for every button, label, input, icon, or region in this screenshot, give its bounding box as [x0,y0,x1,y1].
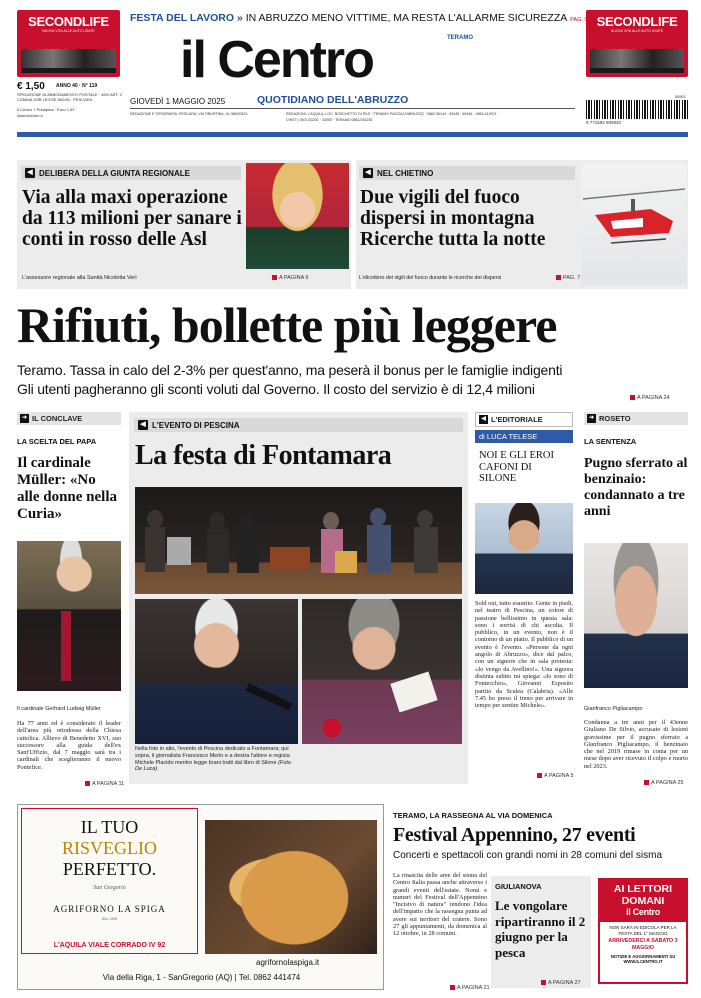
page-ref[interactable]: A PAGINA 27 [541,980,581,986]
speaker-icon: ◀ [363,168,373,178]
paper [390,672,437,713]
page-ref[interactable]: PAG. 7 [556,275,580,281]
barcode-top: 50501 [674,94,686,99]
page-ref[interactable]: A PAGINA 21 [450,985,490,991]
story-headline: Due vigili del fuoco dispersi in montagna Ricerche tutta la notte [360,187,546,251]
ad-title: SECONDLIFE [596,14,678,29]
agriforno-ad[interactable] [17,804,384,990]
festival-headline[interactable]: Festival Appennino, 27 eventi [393,824,636,846]
cars-image [21,49,116,71]
story-headline: Via alla maxi operazione da 113 milioni per sanare i conti in rosso delle Asl [22,187,242,251]
secondlife-ad-left[interactable] [17,10,120,77]
lettori-notice[interactable] [598,878,688,984]
price: € 1,50 [17,81,45,92]
section-conclave: ➜ IL CONCLAVE [17,412,121,425]
flash-text: IN ABRUZZO MENO VITTIME, MA RESTA L'ALLARME SICUREZZA [245,12,568,24]
roseto-caption: Gianfranco Pigliacampo [584,706,643,712]
stage-photo [135,487,462,594]
issue-details: SPEDIZIONE IN ABBONAMENTO POSTALE · 45% ART. 2 COMMA 20/B LEGGE 662/96 · PESCARA [17,92,122,102]
pescina-story[interactable] [129,412,468,784]
roseto-column[interactable] [584,412,688,790]
story-tag: ◀ NEL CHIETINO [359,166,575,180]
festival-subheadline: Concerti e spettacoli con grandi nomi in 28 comuni del sisma [393,850,663,861]
main-headline[interactable]: Rifiuti, bollette più leggere [17,297,557,353]
cars-image [590,49,684,71]
ad-slogan: IL TUO RISVEGLIO PERFETTO. [62,817,157,879]
page-ref[interactable]: A PAGINA 25 [644,780,684,786]
notice-header: AI LETTORI DOMANI il Centro [600,880,686,922]
arrow-icon: ➜ [588,415,595,421]
arrow-icon: ➜ [21,415,28,421]
conclave-headline[interactable]: Il cardinale Müller: «No alle donne nella Curia» [17,455,118,522]
speaker-icon: ◀ [138,420,148,430]
barcode [586,94,688,126]
ad-title: SECONDLIFE [28,14,109,29]
story-tag: ◀ DELIBERA DELLA GIUNTA REGIONALE [21,166,241,180]
page-ref[interactable]: A PAGINA 5 [537,773,574,779]
story-caption: L'elicottero dei vigili del fuoco durante le ricerche dei dispersi [359,275,502,281]
notice-return: ARRIVEDERCI A SABATO 3 MAGGIO [608,938,678,951]
main-page-ref[interactable]: A PAGINA 24 [630,395,670,401]
placido-photo [302,599,462,744]
muller-photo [17,541,121,691]
address-main: REDAZIONE E TIPOGRAFIA: PESCARA, VIA TIBURTINA, 9L 085/20521 [130,112,248,116]
issue-number: ANNO 40 · N° 119 [56,83,98,89]
ad-address: Via della Riga, 1 - SanGregorio (AQ) | Tel. 0862 441474 [102,973,301,982]
top-right-story[interactable] [356,160,688,289]
edition-label: TERAMO [447,35,473,41]
ad-location: L'AQUILA VIALE CORRADO IV 92 [53,942,166,949]
page-ref[interactable]: A PAGINA 11 [85,781,124,787]
speaker-icon: ◀ [25,168,35,178]
giulianova-story[interactable] [491,876,591,988]
portrait-photo [246,163,349,269]
barcode-bars [586,100,688,119]
section-roseto: ➜ ROSETO [584,412,688,425]
stage-people [135,487,462,594]
barcode-number: 9 771592 906820 [586,120,622,125]
pigliacampo-photo [584,543,688,688]
secondlife-ad-right[interactable] [586,10,688,77]
editoriale-body: Sold out, tutto esaurito. Gente in piedi, nel teatro di Pescina, un colore di passione bellissimo in questa sala: sono i sorrisi di chi ascolta. Il pubblico, in un evento, non è il contorno di un piatto. Il pubblico di un evento è l'evento. «Persone da ogni angolo di Abruzzo», dice dal palco, con un signore che in sala protesta: «Io vengo da Avellino!». Una signora distinta subito mi spiega: «Io sono di Fontecchio», Giovanni Esposito partito da Scalea (Calabria). «Alle 7.45 ho preso il treno per arrivare in tempo per sentire Michele». [475,600,573,710]
tagline: QUOTIDIANO DELL'ABRUZZO [257,94,409,106]
speaker-icon: ◀ [479,415,488,424]
website[interactable]: www.ilcentro.it [17,113,43,118]
flash-news[interactable] [130,12,588,24]
story-tag: ◀ L'EVENTO DI PESCINA [134,418,463,432]
roseto-body: Condanna a tre anni per il 43enne Giuliano De Silvio, accusato di lesioni gravissime per il pugno sferrato a Gianfranco Pigliacampo, il benzinaio che nel 2019 rimase in coma per un mese dopo aver ricevuto il colpo e morto nel 2023. [584,719,688,770]
masthead-logo[interactable]: il Centro [180,31,373,89]
header-bar [17,132,688,137]
helicopter-photo [581,163,687,285]
roseto-headline: Pugno sferrato al benzinaio: condannato a tre anni [584,456,688,519]
main-subheadline-2: Gli utenti pagheranno gli sconti voluti dal Governo. Il costo del servizio è di 12,4 milioni [17,381,535,397]
conclave-body: Ha 77 anni ed è considerato il leader dell'area più ortodossa della Chiesa cattolica. Allievo di Benedetto XVI, suo successore alla guida dell'ex Sant'Uffizio, dal 7 maggio sarà tra i cardinali che sceglieranno il nuovo Pontefice. [17,720,121,771]
combo-price: Il Centro + Prealpina · Euro 1,50 [17,107,75,112]
ad-brand: AGRIFORNO LA SPIGA [53,904,166,914]
giulianova-kicker: GIULIANOVA [495,882,542,891]
notice-text: NON SARÀ IN EDICOLA PER LA FESTA DEL 1° MAGGIO [609,925,677,936]
flash-kicker: FESTA DEL LAVORO » [130,12,243,24]
header-rule [130,108,575,109]
roses [312,717,352,739]
top-left-story[interactable] [17,160,351,289]
ad-website[interactable]: agrifornolaspiga.it [256,958,320,967]
address-chieti: CHIETI: 0871/33201 · 33000 · TERAMO 0861/245230 [286,118,373,122]
pescina-caption: Nella foto in alto, l'evento di Pescina dedicato a Fontamara; qui sopra, il giornalista Francesco Merlo e a destra l'attore e regista Michele Placido mentre legge brani tratti dal libro di Silone (Foto De Luca) [135,746,291,773]
main-subheadline-1: Teramo. Tassa in calo del 2-3% per quest'anno, ma peserà il bonus per le famiglie indigenti [17,362,563,378]
editoriale-headline: NOI E GLI EROI CAFONI DI SILONE [479,450,554,484]
giulianova-headline: Le vongolare ripartiranno il 2 giugno per la pesca [495,898,586,960]
conclave-caption: Il cardinale Gerhard Ludwig Müller [17,706,101,712]
festival-body: La rinascita delle aree del sisma del Centro Italia passa anche attraverso i grandi eventi dell'estate. Nomi e numeri del Festival dell'Appennino "Incisivo di natura" rendono l'idea dell'impatto che la rassegna punta ad avere sui territori del cratere. Sono 27 gli appuntamenti, da domenica al 12 ottobre, in 28 comuni. [393,872,487,938]
editoriale-author: di LUCA TELESE [475,430,573,443]
editoriale-column[interactable] [475,412,573,784]
festival-kicker: TERAMO, LA RASSEGNA AL VIA DOMENICA [393,811,553,820]
roseto-kicker: LA SENTENZA [584,437,637,446]
ad-subtitle: NUOVA VITA ALLE AUTO USATE [610,29,664,33]
stole [61,611,71,681]
notice-website: NOTIZIE E AGGIORNAMENTI SU WWW.ILCENTRO.IT [610,954,676,965]
issue-date: GIOVEDÌ 1 MAGGIO 2025 [130,97,226,106]
pescina-headline: La festa di Fontamara [135,440,392,471]
conclave-kicker: LA SCELTA DEL PAPA [17,437,97,446]
ad-signature: San Gregorio [93,885,126,891]
croissant-photo [205,820,377,954]
section-editoriale: ◀ L'EDITORIALE [475,412,573,427]
ad-subtitle: NUOVA VITA ALLE AUTO USATE [42,29,95,33]
story-caption: L'assessore regionale alla Sanità Nicoletta Verì [22,275,137,281]
helicopter-icon [581,163,687,285]
telese-photo [475,503,573,594]
microphone [246,683,293,711]
page-ref[interactable]: A PAGINA 6 [272,275,309,281]
merlo-photo [135,599,298,744]
address-redazioni: REDAZIONI: L'AQUILA, LOC. BOSCHETTO DI PILE · TERAMO PIAZZA D'ABRUZZO · 0862 56144 · 63445 · 60446 · 0863 414974 [286,112,497,116]
flash-page: PAG. 9 [570,17,588,23]
ad-brand-sub: DAL 1990 [101,917,118,921]
